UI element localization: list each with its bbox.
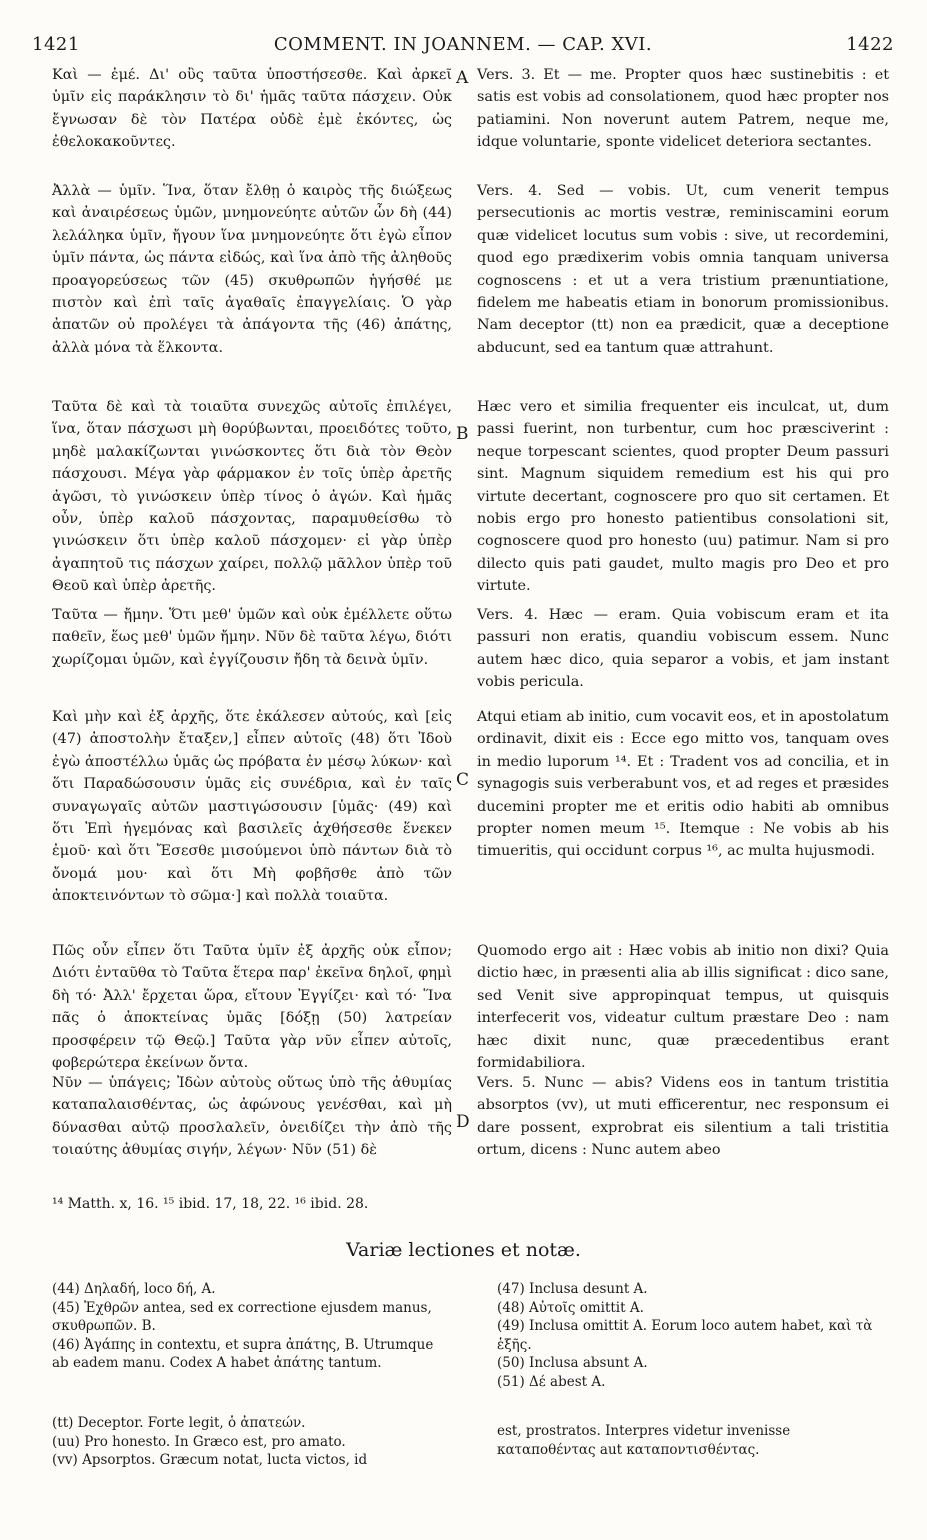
- right-page-number: 1422: [846, 34, 894, 55]
- margin-letter-c: C: [456, 770, 470, 790]
- latin-para-4: [477, 604, 889, 694]
- greek-para-1: [52, 64, 452, 154]
- greek-para-3: [52, 396, 452, 598]
- greek-text: Ταῦτα — ἤμην. Ὅτι μεθ' ὑμῶν καὶ οὐκ ἐμέλλετε οὕτω παθεῖν, ἕως μεθ' ὑμῶν ἤμην. Νῦν δὲ ταῦτα λέγω, διότι χωρίζομαι ὑμῶν, καὶ ἐγγίζουσιν ἤδη τὰ δεινὰ ὑμῖν.: [52, 607, 452, 668]
- latin-text: Vers. 5. Nunc — abis? Videns eos in tantum tristitia absorptos (vv), ut muti efficerentur, nec responsum ei dare possent, exprobrat eis silentium a tali tristitia ortum, dicens : Nunc autem abeo: [477, 1075, 889, 1159]
- greek-para-7: [52, 1072, 452, 1162]
- note-item: (44) Δηλαδή, loco δή, A.: [52, 1281, 216, 1297]
- latin-text: Quomodo ergo ait : Hæc vobis ab initio non dixi? Quia dictio hæc, in præsenti alia ab illis significat : dico sane, sed Venit sive appropinquat tempus, ut quisquis interfecerit vos, videatur cultum præstare Deo : nam hæc dixit nunc, quæ præcedentibus erant formidabiliora.: [477, 943, 889, 1072]
- note-item: (46) Ἀγάπης in contextu, et supra ἀπάτης, B. Utrumque ab eadem manu. Codex A habet ἀπάτης tantum.: [52, 1336, 434, 1371]
- greek-text: Καὶ — ἐμέ. Δι' οὓς ταῦτα ὑποστήσεσθε. Καὶ ἀρκεῖ ὑμῖν εἰς παράκλησιν τὸ δι' ἡμᾶς ταῦτα πάσχειν. Οὐκ ἔγνωσαν δὲ τὸν Πατέρα οὐδὲ ἐμὲ ἑκόντες, ὡς ἐθελοκακοῦντες.: [52, 67, 452, 151]
- latin-text: Hæc vero et similia frequenter eis inculcat, ut, dum passi fuerint, non turbentur, cum hoc præsciverint : neque torpescant scientes, quod propter Deum passuri sint. Magnum siquidem remedium est his qui pro virtute decertant, cognoscere pro quo sit certamen. Et nobis ergo pro honesto patientibus consolationi sit, cognoscere quod pro honesto (uu) patimur. Nam si pro dilecto quis pati gaudet, multo magis pro Deo et pro virtute.: [477, 399, 889, 595]
- translator-notes-right: [497, 1422, 889, 1459]
- note-item: (49) Inclusa omittit A. Eorum loco autem habet, καὶ τὰ ἑξῆς.: [497, 1318, 873, 1353]
- note-item: est, prostratos. Interpres videtur invenisse καταποθέντας aut καταποντισθέντας.: [497, 1423, 791, 1458]
- latin-para-7: [477, 1072, 889, 1162]
- greek-para-6: [52, 940, 452, 1074]
- greek-para-5: [52, 706, 452, 908]
- greek-text: Πῶς οὖν εἶπεν ὅτι Ταῦτα ὑμῖν ἐξ ἀρχῆς οὐκ εἶπον; Διότι ἐνταῦθα τὸ Ταῦτα ἕτερα παρ' ἐκεῖνα δηλοῖ, φημὶ δὴ τό· Ἀλλ' ἔρχεται ὥρα, εἴτουν Ἐγγίζει· καὶ τό· Ἵνα πᾶς ὁ ἀποκτείνας ὑμᾶς [δόξῃ (50) λατρείαν προσφέρειν τῷ Θεῷ.] Ταῦτα γὰρ νῦν εἶπεν αὐτοῖς, φοβερώτερα ἐκείνων ὄντα.: [52, 943, 452, 1072]
- latin-para-6: [477, 940, 889, 1074]
- latin-text: Atqui etiam ab initio, cum vocavit eos, et in apostolatum ordinavit, dixit eis : Ecce ego mitto vos, tanquam oves in medio luporum ¹⁴. Et : Tradent vos ad concilia, et in synagogis suis verberabunt vos, et ad reges et præsides ducemini propter me et eritis odio habiti ab omnibus propter nomen meum ¹⁵. Itemque : Ne vobis ab his timueritis, qui occidunt corpus ¹⁶, ac multa hujusmodi.: [477, 709, 889, 860]
- margin-letter-b: B: [456, 424, 469, 444]
- note-item: (50) Inclusa absunt A.: [497, 1355, 648, 1371]
- left-page-number: 1421: [32, 34, 80, 55]
- latin-para-3: [477, 396, 889, 598]
- latin-para-2: [477, 180, 889, 359]
- greek-text: Ταῦτα δὲ καὶ τὰ τοιαῦτα συνεχῶς αὐτοῖς ἐπιλέγει, ἵνα, ὅταν πάσχωσι μὴ θορύβωνται, προειδότες τοῦτο, μηδὲ μαλακίζωνται γινώσκοντες ὅτι διὰ τὸν Θεὸν πάσχουσι. Μέγα γὰρ φάρμακον ἐν τοῖς ὑπὲρ ἀρετῆς ἀγῶσι, τὸ γινώσκειν ὑπὲρ τίνος ὁ ἀγών. Καὶ ἡμᾶς οὖν, ὑπὲρ καλοῦ πάσχοντας, παραμυθείσθω τὸ γινώσκειν ὅτι ὑπὲρ καλοῦ πάσχομεν· εἰ γὰρ ὑπὲρ ἀγαπητοῦ τις πάσχων χαίρει, πολλῷ μᾶλλον ὑπὲρ τοῦ Θεοῦ καὶ ὑπὲρ ἀρετῆς.: [52, 399, 452, 595]
- note-item: (vv) Apsorptos. Græcum notat, lucta victos, id: [52, 1452, 368, 1468]
- greek-para-2: [52, 180, 452, 359]
- margin-letter-d: D: [456, 1112, 470, 1132]
- note-item: (48) Αὐτοῖς omittit A.: [497, 1299, 644, 1316]
- running-title: COMMENT. IN JOANNEM. — CAP. XVI.: [273, 34, 653, 55]
- note-item: (47) Inclusa desunt A.: [497, 1281, 648, 1297]
- scripture-footnotes: ¹⁴ Matth. x, 16. ¹⁵ ibid. 17, 18, 22. ¹⁶ ibid. 28.: [52, 1196, 369, 1212]
- running-header: [32, 34, 894, 60]
- note-item: (tt) Deceptor. Forte legit, ὁ ἀπατεών.: [52, 1415, 306, 1431]
- latin-text: Vers. 3. Et — me. Propter quos hæc sustinebitis : et satis est vobis ad consolationem, quod hæc propter nos patiamini. Non noverunt autem Patrem, neque me, idque voluntarie, sponte videlicet deteriora sectantes.: [477, 67, 889, 151]
- note-item: (51) Δέ abest A.: [497, 1373, 606, 1390]
- section-title: Variæ lectiones et notæ.: [346, 1239, 581, 1261]
- latin-text: Vers. 4. Sed — vobis. Ut, cum venerit tempus persecutionis ac mortis vestræ, reminiscamini eorum quæ videlicet locutus sum vobis : sive, ut recordemini, quod ego prædixerim vobis omnia tanquam universa cognoscens : et ut a vera tristium prænuntiatione, fidelem me habeatis etiam in bonorum promissionibus. Nam deceptor (tt) non ea prædicit, quæ a deceptione abducunt, sed ea tantum quæ attrahunt.: [477, 183, 889, 356]
- variant-notes-right: [497, 1280, 889, 1391]
- translator-notes-left: [52, 1414, 452, 1470]
- greek-text: Νῦν — ὑπάγεις; Ἰδὼν αὐτοὺς οὕτως ὑπὸ τῆς ἀθυμίας καταπαλαισθέντας, ὡς ἀφώνους γενέσθαι, καὶ μὴ δύνασθαι αὐτῷ προσλαλεῖν, ὀνειδίζει τὴν ἀπὸ τῆς τοιαύτης ἀθυμίας σιγήν, λέγων· Νῦν (51) δὲ: [52, 1075, 452, 1159]
- note-item: (uu) Pro honesto. In Græco est, pro amato.: [52, 1433, 346, 1450]
- greek-text: Καὶ μὴν καὶ ἐξ ἀρχῆς, ὅτε ἐκάλεσεν αὐτούς, καὶ [εἰς (47) ἀποστολὴν ἔταξεν,] εἶπεν αὐτοῖς (48) ὅτι Ἰδοὺ ἐγὼ ἀποστέλλω ὑμᾶς ὡς πρόβατα ἐν μέσῳ λύκων· καὶ ὅτι Παραδώσουσιν ὑμᾶς εἰς συνέδρια, καὶ ἐν ταῖς συναγωγαῖς αὐτῶν μαστιγώσουσιν [ὑμᾶς· (49) καὶ ὅτι Ἐπὶ ἡγεμόνας καὶ βασιλεῖς ἀχθήσεσθε ἕνεκεν ἐμοῦ· καὶ ὅτι Ἔσεσθε μισούμενοι ὑπὸ πάντων διὰ τὸ ὄνομά μου· καὶ ὅτι Μὴ φοβῆσθε ἀπὸ τῶν ἀποκτεινόντων τὸ σῶμα·] καὶ πολλὰ τοιαῦτα.: [52, 709, 452, 905]
- variant-notes-left: [52, 1280, 452, 1373]
- latin-para-1: [477, 64, 889, 154]
- greek-text: Ἀλλὰ — ὑμῖν. Ἵνα, ὅταν ἔλθῃ ὁ καιρὸς τῆς διώξεως καὶ ἀναιρέσεως ὑμῶν, μνημονεύητε αὐτῶν ὧν δὴ (44) λελάληκα ὑμῖν, ἤγουν ἵνα μνημονεύητε ὅτι ἐγὼ εἶπον ὑμῖν πάντα, ὡς πάντα εἰδώς, καὶ ἵνα ἀπὸ τῆς ἀληθοῦς προαγορεύσεως τῶν (45) σκυθρωπῶν ἡγήσθέ με πιστὸν καὶ ἐπὶ ταῖς ἀγαθαῖς ἐπαγγελίαις. Ὁ γὰρ ἀπατῶν οὐ προλέγει τὰ ἀπάγοντα τῆς (46) ἀπάτης, ἀλλὰ μόνα τὰ ἕλκοντα.: [52, 183, 452, 356]
- margin-letter-a: A: [456, 68, 469, 88]
- latin-text: Vers. 4. Hæc — eram. Quia vobiscum eram et ita passuri non eratis, quandiu vobiscum essem. Nunc autem hæc dico, quia separor a vobis, et jam instant vobis pericula.: [477, 607, 889, 691]
- latin-para-5: [477, 706, 889, 863]
- note-item: (45) Ἐχθρῶν antea, sed ex correctione ejusdem manus, σκυθρωπῶν. B.: [52, 1299, 432, 1334]
- greek-para-4: [52, 604, 452, 671]
